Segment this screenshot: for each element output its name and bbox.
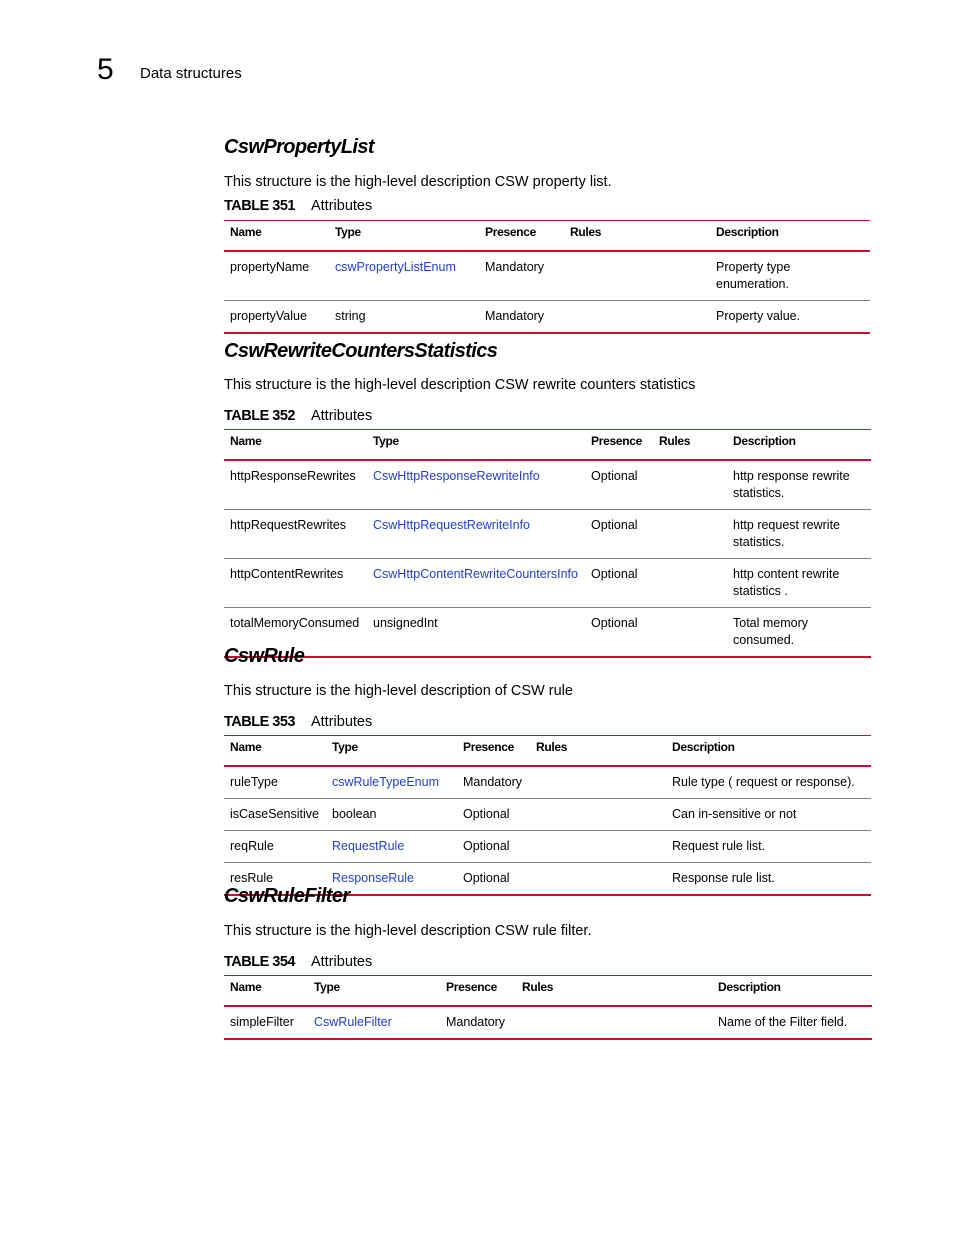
section-title: CswRuleFilter <box>224 885 350 907</box>
type-link[interactable]: cswPropertyListEnum <box>335 260 456 274</box>
attributes-table <box>224 975 872 1040</box>
section-intro: This structure is the high-level description CSW rule filter. <box>224 923 592 939</box>
cell-rules <box>530 766 666 799</box>
type-link[interactable]: ResponseRule <box>326 863 457 896</box>
type-link[interactable]: CswRuleFilter <box>314 1015 392 1029</box>
cell-description: Property value. <box>710 301 870 334</box>
section-intro: This structure is the high-level description CSW rewrite counters statistics <box>224 377 696 393</box>
cell-name: propertyName <box>230 260 310 274</box>
column-header: Presence <box>479 221 564 252</box>
column-header: Name <box>224 736 326 767</box>
cell-presence: Optional <box>585 510 653 559</box>
section-intro: This structure is the high-level description CSW property list. <box>224 174 612 190</box>
table-row <box>224 799 871 831</box>
attributes-table <box>224 735 871 896</box>
cell-type: string <box>329 301 479 334</box>
type-link[interactable]: CswHttpResponseRewriteInfo <box>373 469 540 483</box>
table-number: TABLE 353 <box>224 714 295 730</box>
table-number: TABLE 351 <box>224 198 295 214</box>
table-caption-text: Attributes <box>310 198 373 214</box>
table-row <box>224 766 871 799</box>
cell-description: http response rewrite statistics. <box>733 469 850 500</box>
cell-name: ruleType <box>230 775 278 789</box>
cell-description: Can in-sensitive or not <box>666 799 871 831</box>
cell-rules <box>653 460 727 510</box>
cell-rules <box>530 863 666 896</box>
cell-rules <box>530 831 666 863</box>
table-header-row <box>224 430 871 461</box>
table-caption <box>224 713 372 731</box>
cell-rules <box>653 608 727 658</box>
column-header: Rules <box>653 430 727 461</box>
column-header: Presence <box>440 976 516 1007</box>
section-title: CswRewriteCountersStatistics <box>224 340 498 362</box>
cell-rules <box>653 559 727 608</box>
table-row <box>224 608 871 658</box>
cell-name: resRule <box>224 863 326 896</box>
column-header: Description <box>710 221 870 252</box>
cell-type: boolean <box>326 799 457 831</box>
column-header: Type <box>367 430 585 461</box>
chapter-number: 5 <box>97 53 114 86</box>
column-header: Presence <box>585 430 653 461</box>
cell-name: simpleFilter <box>230 1015 294 1029</box>
cell-rules <box>564 301 710 334</box>
cell-presence: Optional <box>457 799 530 831</box>
table-caption <box>224 407 372 425</box>
table-caption-text: Attributes <box>310 714 373 730</box>
table-header-row <box>224 976 872 1007</box>
column-header: Name <box>224 430 367 461</box>
cell-presence: Mandatory <box>463 775 523 789</box>
cell-description: http request rewrite statistics. <box>727 510 871 559</box>
cell-rules <box>564 251 710 301</box>
cell-presence: Optional <box>457 863 530 896</box>
cell-description: Response rule list. <box>666 863 871 896</box>
column-header: Rules <box>516 976 712 1007</box>
column-header: Rules <box>530 736 666 767</box>
table-header-row <box>224 736 871 767</box>
cell-name: propertyValue <box>224 301 329 334</box>
cell-presence: Mandatory <box>446 1015 506 1029</box>
column-header: Description <box>666 736 871 767</box>
section-title: CswRule <box>224 645 305 667</box>
cell-rules <box>516 1006 712 1039</box>
column-header: Type <box>329 221 479 252</box>
cell-presence: Optional <box>585 559 653 608</box>
cell-presence: Optional <box>457 831 530 863</box>
cell-description: http content rewrite statistics . <box>727 559 871 608</box>
cell-name: httpResponseRewrites <box>230 469 356 483</box>
table-row <box>224 460 871 510</box>
column-header: Type <box>308 976 440 1007</box>
table-row <box>224 559 871 608</box>
cell-description: Rule type ( request or response). <box>672 775 855 789</box>
table-row <box>224 1006 872 1039</box>
cell-description: Name of the Filter field. <box>718 1015 848 1029</box>
type-link[interactable]: RequestRule <box>326 831 457 863</box>
running-head: Data structures <box>140 65 242 82</box>
cell-description: Total memory consumed. <box>727 608 871 658</box>
table-row <box>224 301 870 334</box>
table-caption-text: Attributes <box>310 408 373 424</box>
cell-description: Property type enumeration. <box>716 260 791 291</box>
column-header: Name <box>224 976 308 1007</box>
table-header-row <box>224 221 870 252</box>
type-link[interactable]: CswHttpRequestRewriteInfo <box>367 510 585 559</box>
attributes-table <box>224 220 870 334</box>
column-header: Description <box>712 976 872 1007</box>
column-header: Name <box>224 221 329 252</box>
cell-name: httpContentRewrites <box>224 559 367 608</box>
cell-name: totalMemoryConsumed <box>224 608 367 658</box>
column-header: Presence <box>457 736 530 767</box>
table-row <box>224 251 870 301</box>
table-number: TABLE 354 <box>224 954 295 970</box>
column-header: Type <box>326 736 457 767</box>
cell-name: httpRequestRewrites <box>224 510 367 559</box>
section-intro: This structure is the high-level description of CSW rule <box>224 683 573 699</box>
table-row <box>224 831 871 863</box>
cell-presence: Optional <box>591 469 638 483</box>
table-caption <box>224 197 372 215</box>
column-header: Rules <box>564 221 710 252</box>
table-row <box>224 510 871 559</box>
cell-name: isCaseSensitive <box>224 799 326 831</box>
table-caption-text: Attributes <box>310 954 373 970</box>
cell-presence: Optional <box>585 608 653 658</box>
cell-name: reqRule <box>224 831 326 863</box>
table-number: TABLE 352 <box>224 408 295 424</box>
cell-description: Request rule list. <box>666 831 871 863</box>
table-caption <box>224 953 372 971</box>
cell-presence: Mandatory <box>479 301 564 334</box>
section-title: CswPropertyList <box>224 136 374 158</box>
cell-rules <box>653 510 727 559</box>
cell-presence: Mandatory <box>485 260 545 274</box>
cell-type: unsignedInt <box>367 608 585 658</box>
type-link[interactable]: CswHttpContentRewriteCountersInfo <box>367 559 585 608</box>
attributes-table <box>224 429 871 658</box>
type-link[interactable]: cswRuleTypeEnum <box>332 775 439 789</box>
cell-rules <box>530 799 666 831</box>
column-header: Description <box>727 430 871 461</box>
